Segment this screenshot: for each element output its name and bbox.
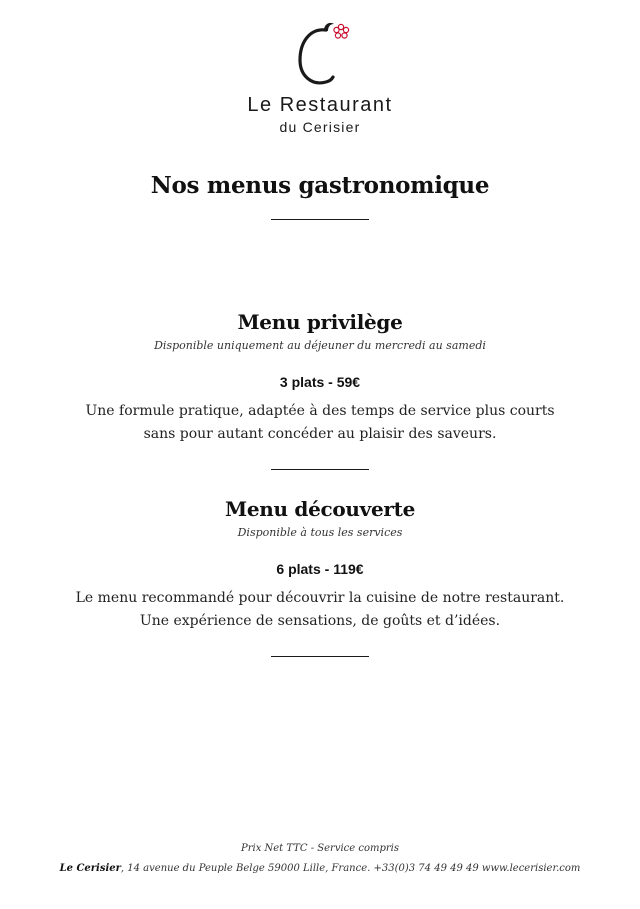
- description-line: Le menu recommandé pour découvrir la cuisine de notre restaurant.: [75, 590, 565, 606]
- menu-privilege-availability: Disponible uniquement au déjeuner du mercredi au samedi: [154, 339, 486, 352]
- page-title: Nos menus gastronomique: [150, 172, 490, 199]
- footer-note: Prix Net TTC - Service compris: [240, 843, 399, 854]
- cherry-blossom-icon: [334, 24, 349, 38]
- description-line: Une expérience de sensations, de goûts et d’idées.: [139, 613, 501, 629]
- brand-name: Le Restaurant: [247, 94, 393, 116]
- menu-decouverte-price: 6 plats - 119€: [276, 561, 364, 577]
- cherry-blossom-c-logo-icon: [280, 18, 360, 88]
- brand-subname: du Cerisier: [279, 119, 361, 135]
- restaurant-logo: [0, 18, 640, 136]
- menu-privilege-description: [0, 400, 640, 446]
- menu-decouverte-title: Menu découverte: [224, 497, 416, 521]
- title-divider: [271, 219, 369, 220]
- footer-restaurant-name: Le Cerisier: [59, 863, 121, 874]
- menu-divider: [271, 656, 369, 657]
- menu-divider: [271, 469, 369, 470]
- menu-decouverte-description: [0, 587, 640, 633]
- menu-privilege-title: Menu privilège: [237, 310, 403, 334]
- menu-privilege-price: 3 plats - 59€: [279, 374, 361, 390]
- footer-address: [0, 863, 640, 874]
- menu-decouverte-availability: Disponible à tous les services: [237, 526, 403, 539]
- description-line: sans pour autant concéder au plaisir des saveurs.: [143, 426, 497, 442]
- footer-address-text: , 14 avenue du Peuple Belge 59000 Lille, France. +33(0)3 74 49 49 49 www.lecerisier.com: [120, 863, 581, 874]
- description-line: Une formule pratique, adaptée à des temps de service plus courts: [85, 403, 555, 419]
